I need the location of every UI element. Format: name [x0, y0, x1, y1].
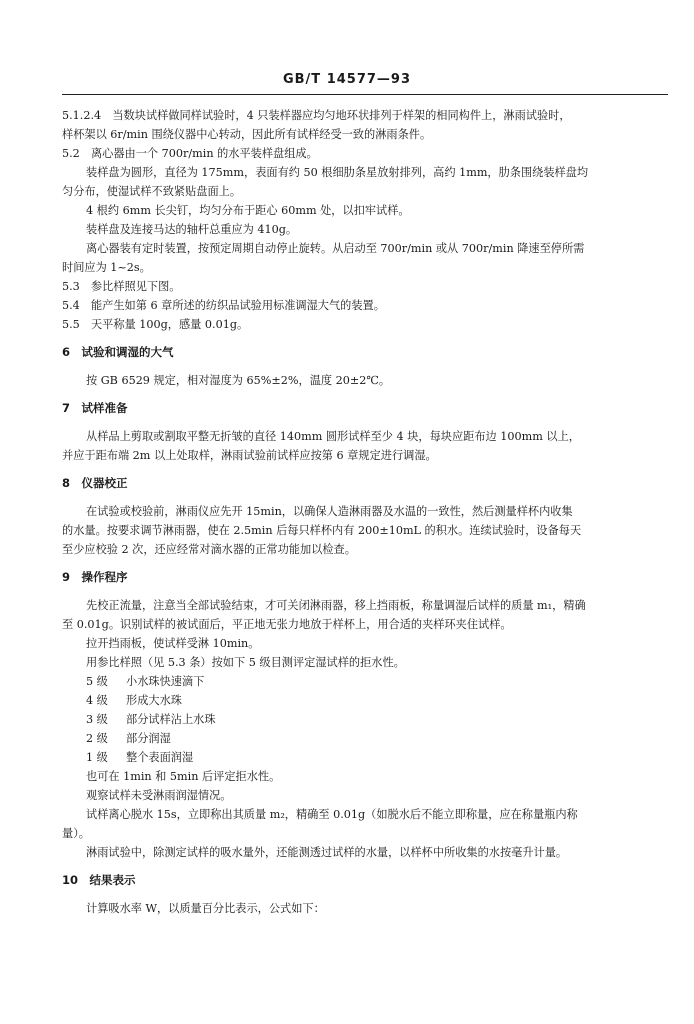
- grade-level: 5 级: [86, 675, 108, 688]
- grade-description: 整个表面润湿: [126, 751, 194, 764]
- grade-level: 3 级: [86, 713, 108, 726]
- clause-5-2-para-4-line-1: 离心器装有定时装置，按预定周期自动停止旋转。从启动至 700r/min 或从 700r/min 降速至停所需: [86, 242, 585, 255]
- clause-5-5: 5.5 天平称量 100g，感量 0.01g。: [62, 318, 249, 331]
- clause-5-2: 5.2 离心器由一个 700r/min 的水平装样盘组成。: [62, 147, 318, 160]
- section-6-text: 按 GB 6529 规定，相对湿度为 65%±2%，温度 20±2℃。: [86, 374, 391, 387]
- section-10-heading: 10 结果表示: [62, 873, 136, 887]
- grade-description: 部分试样沾上水珠: [126, 713, 216, 726]
- section-10-line-1: 计算吸水率 W，以质量百分比表示，公式如下：: [86, 902, 325, 915]
- section-9-line-1: 先校正流量，注意当全部试验结束，才可关闭淋雨器，移上挡雨板，称量调湿后试样的质量 m₁，精确: [86, 599, 586, 612]
- section-6-heading: 6 试验和调湿的大气: [62, 345, 174, 359]
- section-9-line-4: 用参比样照（见 5.3 条）按如下 5 级目测评定湿试样的拒水性。: [86, 656, 405, 669]
- clause-5-2-para-3: 装样盘及连接马达的轴杆总重应为 410g。: [86, 223, 298, 236]
- grade-3: [62, 710, 672, 729]
- clause-5-4: 5.4 能产生如第 6 章所述的纺织品试验用标准调湿大气的装置。: [62, 299, 385, 312]
- document-body: [62, 106, 672, 918]
- section-9-line-7: 试样离心脱水 15s，立即称出其质量 m₂，精确至 0.01g（如脱水后不能立即称量，应在称量瓶内称: [86, 808, 578, 821]
- clause-5-1-2-4-line-1: 5.1.2.4 当数块试样做同样试验时，4 只装样器应均匀地环状排列于样架的相同构件上，淋雨试验时，: [62, 109, 571, 122]
- grade-2: [62, 729, 672, 748]
- grade-5: [62, 672, 672, 691]
- section-8-line-2: 的水量。按要求调节淋雨器，使在 2.5min 后每只样杯内有 200±10mL 的积水。连续试验时，设备每天: [62, 524, 582, 537]
- section-7-heading: 7 试样准备: [62, 401, 128, 415]
- clause-5-2-para-1-line-1: 装样盘为圆形，直径为 175mm，表面有约 50 根细肋条星放射排列，高约 1mm，肋条围绕装样盘均: [86, 166, 589, 179]
- header-rule: [62, 94, 668, 95]
- grade-1: [62, 748, 672, 767]
- clause-5-2-para-4-line-2: 时间应为 1~2s。: [62, 261, 151, 274]
- section-9-line-8: 量）。: [62, 827, 90, 840]
- section-9-line-5: 也可在 1min 和 5min 后评定拒水性。: [86, 770, 281, 783]
- clause-5-1-2-4-line-2: 样杯架以 6r/min 围绕仪器中心转动，因此所有试样经受一致的淋雨条件。: [62, 128, 432, 141]
- clause-5-2-para-1-line-2: 匀分布，使湿试样不致紧贴盘面上。: [62, 185, 242, 198]
- clause-5-3: 5.3 参比样照见下图。: [62, 280, 181, 293]
- grade-description: 形成大水珠: [126, 694, 182, 707]
- section-8-heading: 8 仪器校正: [62, 476, 128, 490]
- section-7-line-1: 从样品上剪取或割取平整无折皱的直径 140mm 圆形试样至少 4 块，每块应距布边 100mm 以上，: [86, 430, 580, 443]
- section-7-line-2: 并应于距布端 2m 以上处取样，淋雨试验前试样应按第 6 章规定进行调湿。: [62, 449, 437, 462]
- grade-4: [62, 691, 672, 710]
- section-8-line-1: 在试验或校验前，淋雨仪应先开 15min，以确保人造淋雨器及水温的一致性，然后测量样杯内收集: [86, 505, 573, 518]
- clause-5-2-para-2: 4 根约 6mm 长尖钉，均匀分布于距心 60mm 处，以扣牢试样。: [86, 204, 410, 217]
- section-9-line-6: 观察试样未受淋雨润湿情况。: [86, 789, 232, 802]
- grade-level: 2 级: [86, 732, 108, 745]
- section-8-line-3: 至少应校验 2 次，还应经常对滴水器的正常功能加以检查。: [62, 543, 356, 556]
- grade-level: 4 级: [86, 694, 108, 707]
- grade-description: 部分润湿: [126, 732, 171, 745]
- grade-level: 1 级: [86, 751, 108, 764]
- section-9-heading: 9 操作程序: [62, 570, 128, 584]
- grade-description: 小水珠快速滴下: [126, 675, 205, 688]
- standard-header: GB/T 14577—93: [282, 72, 412, 87]
- section-9-line-9: 淋雨试验中，除测定试样的吸水量外，还能测透过试样的水量，以样杯中所收集的水按毫升计量。: [86, 846, 568, 859]
- section-9-line-2: 至 0.01g。识别试样的被试面后，平正地无张力地放于样杯上，用合适的夹样环夹住试样。: [62, 618, 512, 631]
- section-9-line-3: 拉开挡雨板，使试样受淋 10min。: [86, 637, 260, 650]
